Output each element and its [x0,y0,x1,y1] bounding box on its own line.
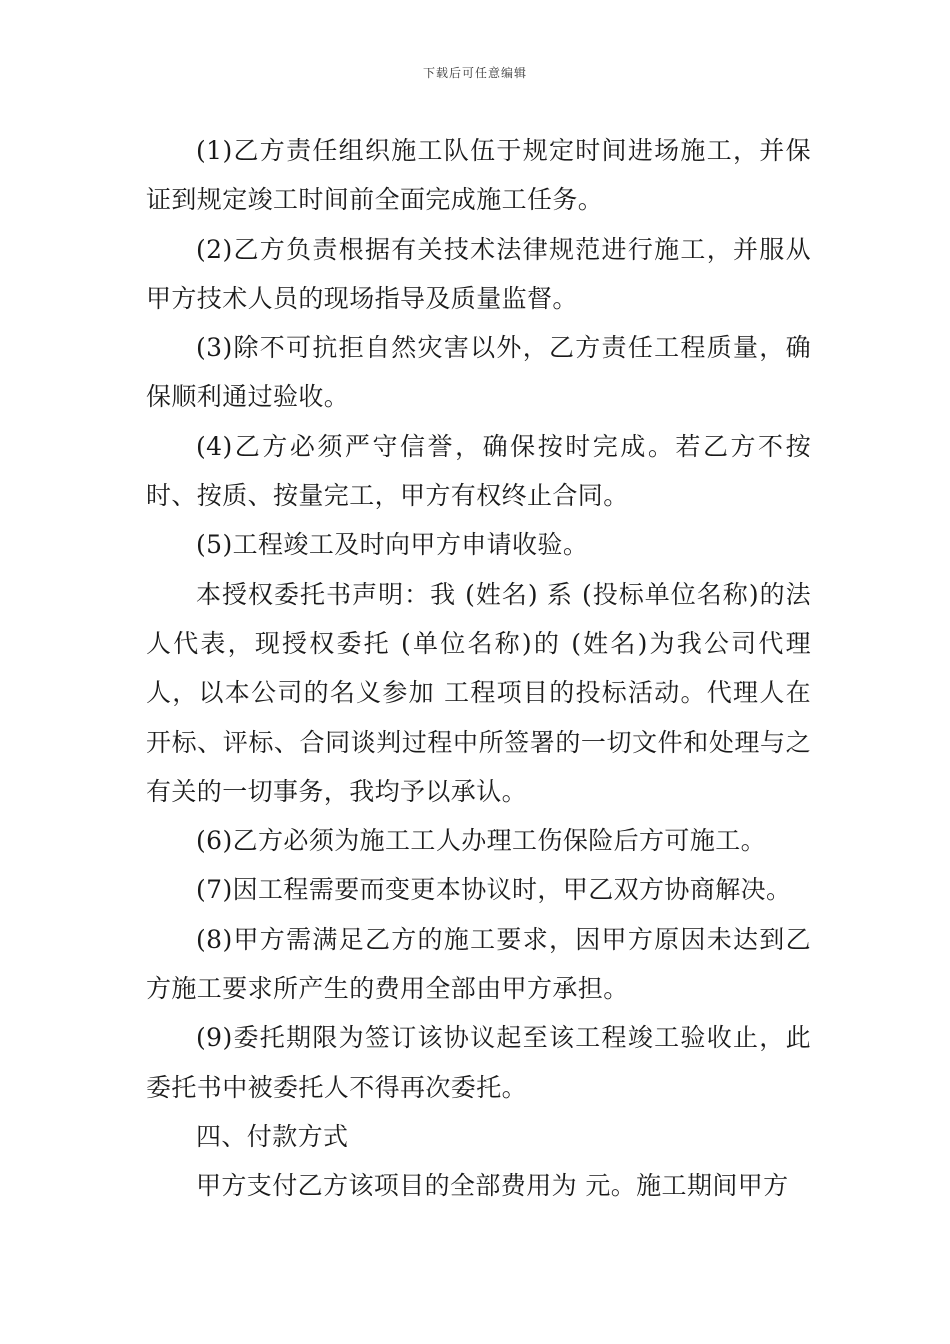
section-heading-payment: 四、付款方式 [196,1121,349,1151]
clause-2: (2)乙方负责根据有关技术法律规范进行施工，并服从甲方技术人员的现场指导及质量监督。 [146,234,811,313]
document-body [146,126,811,1211]
clause-1: (1)乙方责任组织施工队伍于规定时间进场施工，并保证到规定竣工时间前全面完成施工任务。 [146,136,811,215]
clause-9: (9)委托期限为签订该协议起至该工程竣工验收止，此委托书中被委托人不得再次委托。 [146,1023,811,1102]
clause-5: (5)工程竣工及时向甲方申请收验。 [196,530,589,560]
page-header: 下载后可任意编辑 [422,66,527,80]
clause-3: (3)除不可抗拒自然灾害以外，乙方责任工程质量，确保顺利通过验收。 [146,333,811,412]
clause-4: (4)乙方必须严守信誉，确保按时完成。若乙方不按时、按质、按量完工，甲方有权终止合同。 [146,431,811,511]
payment-paragraph: 甲方支付乙方该项目的全部费用为 元。施工期间甲方 [196,1171,789,1201]
clause-6: (6)乙方必须为施工工人办理工伤保险后方可施工。 [196,826,767,856]
clause-7: (7)因工程需要而变更本协议时，甲乙双方协商解决。 [196,875,792,905]
clause-8: (8)甲方需满足乙方的施工要求，因甲方原因未达到乙方施工要求所产生的费用全部由甲方承担。 [146,924,811,1004]
authorization-statement: 本授权委托书声明：我 (姓名) 系 (投标单位名称)的法人代表，现授权委托 (单位名称)的 (姓名)为我公司代理人，以本公司的名义参加 工程项目的投标活动。代理人在开标、评标、合同谈判过程中所签署的一切文件和处理与之有关的一切事务，我均予以承认。 [146,579,811,806]
